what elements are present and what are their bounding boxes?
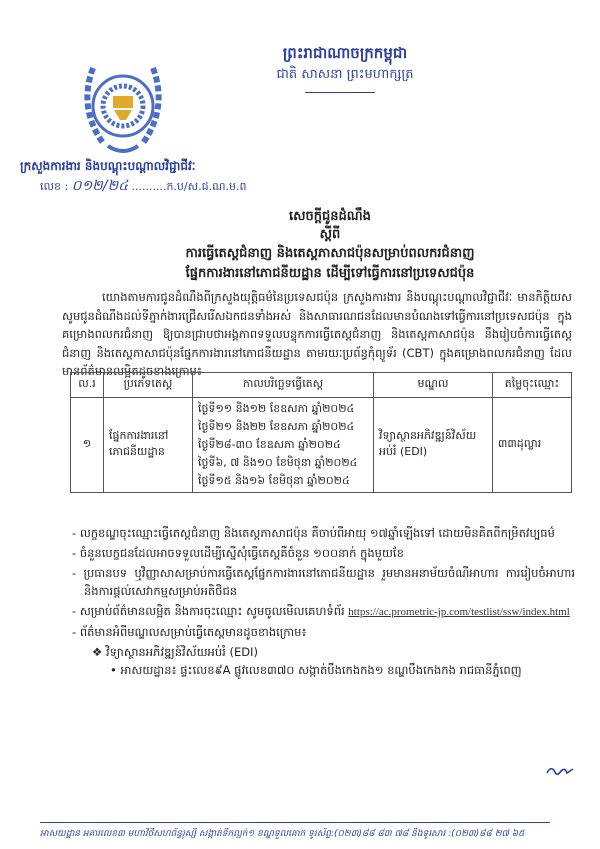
col-center: មណ្ឌល (374, 373, 493, 398)
col-test-dates: កាលបរិច្ឆេទធ្វើតេស្ត (193, 373, 374, 398)
national-motto: ជាតិ សាសនា ព្រះមហាក្សត្រ (276, 67, 414, 82)
center-item (70, 643, 575, 661)
bullet-icon: • (110, 663, 117, 677)
table-header-row (71, 373, 572, 398)
test-schedule-table (70, 372, 572, 493)
test-date: ថ្ងៃទី២១ និង២២ ខែឧសភា ឆ្នាំ២០២៤ (198, 420, 355, 433)
registration-link[interactable]: https://ac.prometric-jp.com/testlist/ssw/index.html (348, 606, 570, 618)
address-item (70, 661, 575, 679)
row-test-dates (193, 398, 374, 493)
subjects-text: ប្រធានបទ ឬវិញ្ញាសាសម្រាប់ការធ្វើតេស្តផ្នែកការងារនៅភោជនីយដ្ឋាន រួមមានអនាម័យចំណីអាហារ ការរៀបចំអាហារ និងការផ្តល់សេវាកម្មសម្រាប់អតិថិជន (83, 566, 575, 598)
row-center: វិទ្យាស្ថានអភិវឌ្ឍន៍វិស័យអប់រំ (EDI) (374, 398, 493, 493)
intro-paragraph: យោងតាមការជូនដំណឹងពីក្រសួងយុត្តិធម៌នៃប្រទេសជប៉ុន ក្រសួងការងារ និងបណ្តុះបណ្តាលវិជ្ជាជីវៈ មានកិត្តិយសសូមជូនដំណឹងដល់ទីភ្នាក់ងារជ្រើសរើសឯកជនទាំងអស់ និងសាធារណជនដែលមានបំណងទៅធ្វើការនៅប្រទេសជប៉ុន ក្នុងគម្រោងពលករជំនាញ ឱ្យបានជ្រាបថាអង្គភាពទទួលបន្ទុកការធ្វើតេស្តជំនាញ និងតេស្តភាសាជប៉ុន នឹងរៀបចំការធ្វើតេស្តជំនាញ និងតេស្តភាសាជប៉ុនផ្នែកការងារនៅភោជនីយដ្ឋាន តាមរយៈប្រព័ន្ធកុំព្យូទ័រ (CBT) ក្នុងគម្រោងពលករជំនាញ ដែលមានព័ត៌មានលម្អិតដូចខាងក្រោម៖ (62, 290, 572, 378)
title-subject-line2: ផ្នែកការងារនៅភោជនីយដ្ឋាន ដើម្បីទៅធ្វើការនៅប្រទេសជប៉ុន (185, 266, 475, 281)
reference-number: លេខ : ០១២/២៤ ..........ក.ប/ស.ជ.ណ.ម.ព (40, 178, 247, 194)
ornament-divider (305, 92, 375, 93)
test-date: ថ្ងៃទី១៥ និង១៦ ខែមិថុនា ឆ្នាំ២០២៤ (198, 474, 350, 487)
title-subject-line1: ការធ្វើតេស្តជំនាញ និងតេស្តភាសាជប៉ុនសម្រាប់ពលករជំនាញ (185, 246, 475, 261)
kingdom-heading: ព្រះរាជាណាចក្រកម្ពុជា (282, 44, 408, 62)
row-fee: ៣៣ដុល្លារ (493, 398, 572, 493)
list-item: - ប្រធានបទ ឬវិញ្ញាសាសម្រាប់ការធ្វើតេស្តផ្នែកការងារនៅភោជនីយដ្ឋាន រួមមានអនាម័យចំណីអាហារ ការរៀបចំអាហារ និងការផ្តល់សេវាកម្មសម្រាប់អតិថិជន (72, 566, 575, 598)
ministry-logo-icon (78, 58, 168, 158)
row-test-type: ផ្នែកការងារនៅភោជនីយដ្ឋាន (104, 398, 193, 493)
row-no: ១ (71, 398, 104, 493)
test-date: ថ្ងៃទី៦, ៧ និង១០ ខែមិថុនា ឆ្នាំ២០២៤ (198, 456, 358, 469)
title-subject-label: ស្តីពី (319, 227, 341, 242)
list-item: - ព័ត៌មានអំពីមណ្ឌលសម្រាប់ធ្វើតេស្តមានដូចខាងក្រោម៖ (72, 625, 307, 639)
test-date: ថ្ងៃទី២៨-៣០ ខែឧសភា ឆ្នាំ២០២៤ (198, 438, 341, 451)
col-no: ល.រ (71, 373, 104, 398)
diamond-bullet-icon: ❖ (92, 645, 103, 659)
ref-label: លេខ : (40, 180, 69, 193)
col-fee: តម្លៃចុះឈ្មោះ (493, 373, 572, 398)
capacity-text: ចំនួនបេក្ខជនដែលអាចទទួលដើម្បីស្នើសុំធ្វើតេស្តគឺចំនួន ១០០នាក់ ក្នុងមួយខែ (79, 546, 404, 560)
list-item: - ចំនួនបេក្ខជនដែលអាចទទួលដើម្បីស្នើសុំធ្វើតេស្តគឺចំនួន ១០០នាក់ ក្នុងមួយខែ (72, 546, 404, 560)
eligibility-text: លក្ខខណ្ឌចុះឈ្មោះធ្វើតេស្តជំនាញ និងតេស្តភាសាជប៉ុន គឺចាប់ពីអាយុ ១៧ឆ្នាំឡើងទៅ ដោយមិនគិតពីកម្រិតវប្បធម៌ (79, 526, 555, 540)
details-list (70, 524, 575, 679)
document-title: សេចក្តីជូនដំណឹង (289, 209, 371, 224)
ref-number: ០១២/២៤ (71, 178, 128, 194)
test-date: ថ្ងៃទី១១ និង១២ ខែឧសភា ឆ្នាំ២០២៤ (198, 402, 355, 415)
table-row (71, 398, 572, 493)
list-item: - សម្រាប់ព័ត៌មានលម្អិត និងការចុះឈ្មោះ សូមចូលមើលគេហទំព័រ https://ac.prometric-jp.com/testlist/ssw/index.html (72, 604, 570, 618)
footer-address: អាសយដ្ឋាន អគារលេខ៣ មហាវិថីសហព័ន្ធរុស្សី សង្កាត់ទឹកល្អក់១ ខណ្ឌទួលគោក ទូរស័ព្ទ:(០២៣)៨៨ ៨៣ ៧៨ និងទូរសារ :(០២៣)៨៨ ២៧ ៦៥ (40, 829, 525, 839)
ref-suffix: ក.ប/ស.ជ.ណ.ម.ព (166, 180, 247, 193)
ministry-name: ក្រសួងការងារ និងបណ្តុះបណ្តាលវិជ្ជាជីវៈ (20, 159, 196, 173)
center-name: វិទ្យាស្ថានអភិវឌ្ឍន៍វិស័យអប់រំ (EDI) (105, 645, 258, 659)
center-address: អាសយដ្ឋាន៖ ផ្ទះលេខ៩A ផ្លូវលេខ៣៧០ សង្កាត់បឹងកេងកង១ ខណ្ឌបឹងកេងកង រាជធានីភ្នំពេញ (120, 663, 522, 677)
col-test-type: ប្រភេទតេស្ត (104, 373, 193, 398)
footer-divider (40, 822, 550, 823)
info-text: សម្រាប់ព័ត៌មានលម្អិត និងការចុះឈ្មោះ សូមចូលមើលគេហទំព័រ (79, 604, 345, 618)
centers-intro: ព័ត៌មានអំពីមណ្ឌលសម្រាប់ធ្វើតេស្តមានដូចខាងក្រោម៖ (79, 625, 307, 639)
list-item: - លក្ខខណ្ឌចុះឈ្មោះធ្វើតេស្តជំនាញ និងតេស្តភាសាជប៉ុន គឺចាប់ពីអាយុ ១៧ឆ្នាំឡើងទៅ ដោយមិនគិតពីកម្រិតវប្បធម៌ (72, 526, 555, 540)
signature-initial-icon (545, 765, 575, 779)
